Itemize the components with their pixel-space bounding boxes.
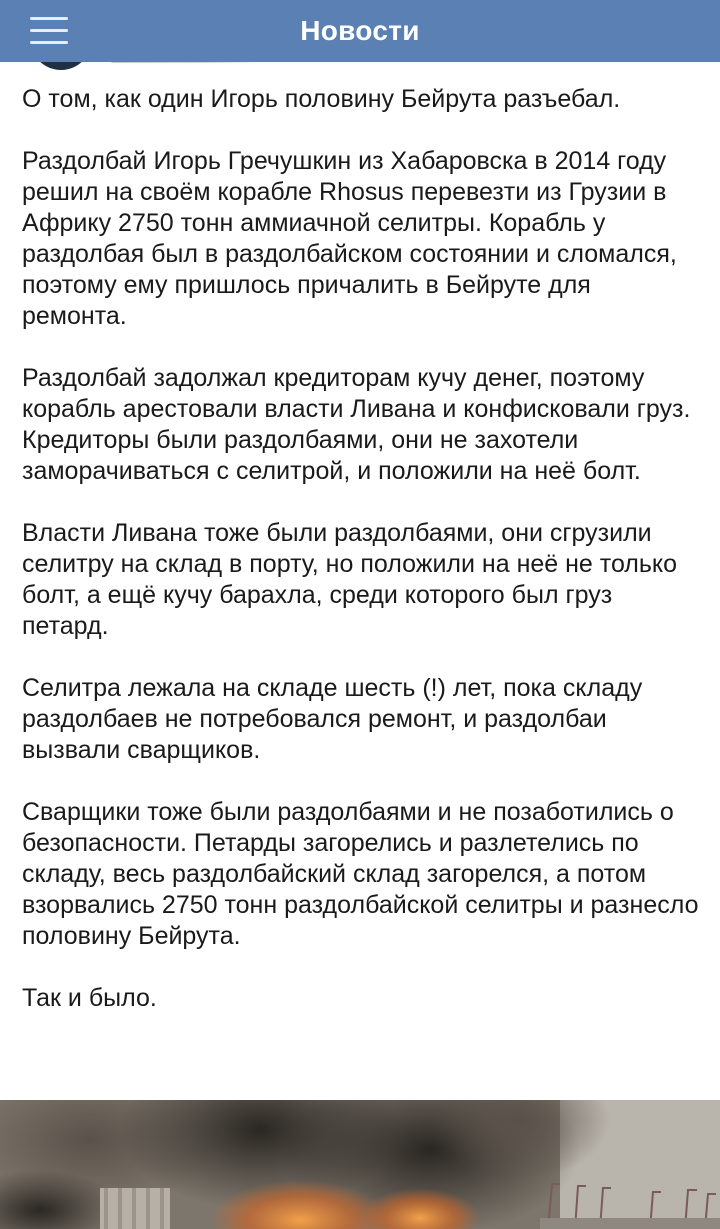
hamburger-menu-icon[interactable] [30,10,74,50]
post-paragraph: Сварщики тоже были раздолбаями и не позаботились о безопасности. Петарды загорелись и разлетелись по складу, весь раздолбайский склад загорелся, а потом взорвались 2750 тонн раздолбайской селитры и разнесло половину Бейрута. [22,798,699,950]
post-paragraph: Так и было. [22,984,157,1012]
post-paragraph: О том, как один Игорь половину Бейрута разъебал. [22,85,621,113]
post-body [22,84,702,1045]
post-paragraph: Селитра лежала на складе шесть (!) лет, пока складу раздолбаев не потребовался ремонт, и раздолбаи вызвали сварщиков. [22,674,643,764]
post-paragraph: Власти Ливана тоже были раздолбаями, они сгрузили селитру на склад в порту, но положили на неё не только болт, а ещё кучу барахла, среди которого был груз петард. [22,519,678,640]
post-photo[interactable] [0,1100,720,1229]
menu-line [30,41,68,44]
top-navbar [0,0,720,62]
post-paragraph: Раздолбай задолжал кредиторам кучу денег, поэтому корабль арестовали власти Ливана и конфисковали груз. Кредиторы были раздолбаями, они не захотели заморачиваться с селитрой, и положили на неё болт. [22,364,691,485]
post-paragraph: Раздолбай Игорь Гречушкин из Хабаровска в 2014 году решил на своём корабле Rhosus перевезти из Грузии в Африку 2750 тонн аммиачной селитры. Корабль у раздолбая был в раздолбайском состоянии и сломался, поэтому ему пришлось причалить в Бейруте для ремонта. [22,147,677,330]
menu-line [30,17,68,20]
explosion-photo-image [0,1100,720,1229]
page-title: Новости [300,15,420,46]
menu-line [30,29,68,32]
